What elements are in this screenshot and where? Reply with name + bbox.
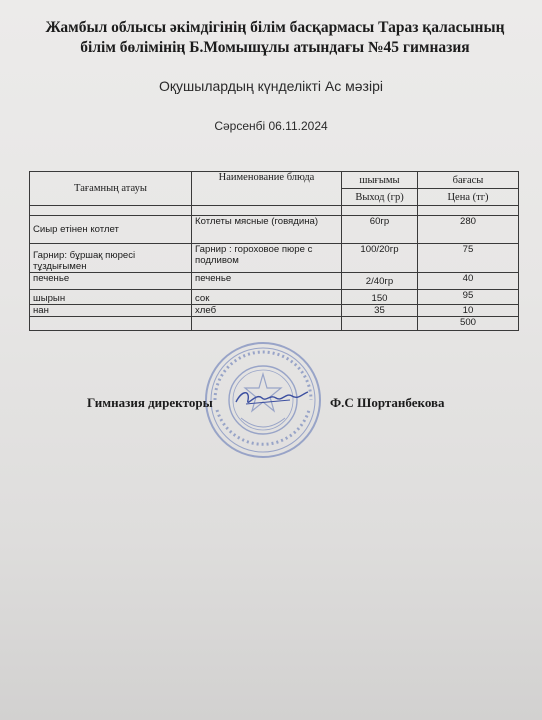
dish-price: 75 xyxy=(418,244,519,273)
dish-output: 2/40гр xyxy=(342,273,418,290)
header-line-2: білім бөлімінің Б.Момышұлы атындағы №45 гимназия xyxy=(80,39,470,56)
menu-table xyxy=(29,171,519,331)
table-row xyxy=(30,216,519,244)
table-row xyxy=(30,244,519,273)
spacer-row xyxy=(30,206,519,216)
dish-name-ru: хлеб xyxy=(192,305,342,317)
table-row xyxy=(30,273,519,290)
col-header-output-ru: Выход (гр) xyxy=(342,189,418,206)
dish-output: 150 xyxy=(342,290,418,305)
col-header-output-kz: шығымы xyxy=(342,172,418,189)
dish-name-kz: Гарнир: бұршақ пюресі тұздығымен xyxy=(30,244,192,273)
dish-output: 100/20гр xyxy=(342,244,418,273)
dish-name-kz: печенье xyxy=(30,273,192,290)
menu-date: Сәрсенбі 06.11.2024 xyxy=(214,119,328,133)
dish-name-ru: печенье xyxy=(192,273,342,290)
dish-output: 35 xyxy=(342,305,418,317)
dish-name-kz: Сиыр етінен котлет xyxy=(30,216,192,244)
dish-name-ru: Гарнир : гороховое пюре с подливом xyxy=(192,244,342,273)
director-signature xyxy=(232,386,312,412)
document-header xyxy=(40,18,510,58)
col-header-price-ru: Цена (тг) xyxy=(418,189,519,206)
col-header-name-kz: Тағамның атауы xyxy=(30,172,192,206)
table-row xyxy=(30,305,519,317)
dish-name-kz: шырын xyxy=(30,290,192,305)
menu-title: Оқушылардың күнделікті Ас мәзірі xyxy=(159,78,383,94)
dish-name-kz: нан xyxy=(30,305,192,317)
director-label: Гимназия директоры xyxy=(87,395,213,410)
dish-price: 95 xyxy=(418,290,519,305)
col-header-price-kz: бағасы xyxy=(418,172,519,189)
total-row xyxy=(30,317,519,331)
dish-price: 280 xyxy=(418,216,519,244)
dish-output: 60гр xyxy=(342,216,418,244)
table-row xyxy=(30,290,519,305)
director-name: Ф.С Шортанбекова xyxy=(330,395,445,410)
col-header-name-ru: Наименование блюда xyxy=(192,172,342,206)
header-row-1 xyxy=(30,172,519,189)
dish-price: 10 xyxy=(418,305,519,317)
dish-name-ru: Котлеты мясные (говядина) xyxy=(192,216,342,244)
total-price: 500 xyxy=(418,317,519,331)
header-line-1: Жамбыл облысы әкімдігінің білім басқармасы Тараз қаласының xyxy=(45,19,505,36)
dish-price: 40 xyxy=(418,273,519,290)
dish-name-ru: сок xyxy=(192,290,342,305)
